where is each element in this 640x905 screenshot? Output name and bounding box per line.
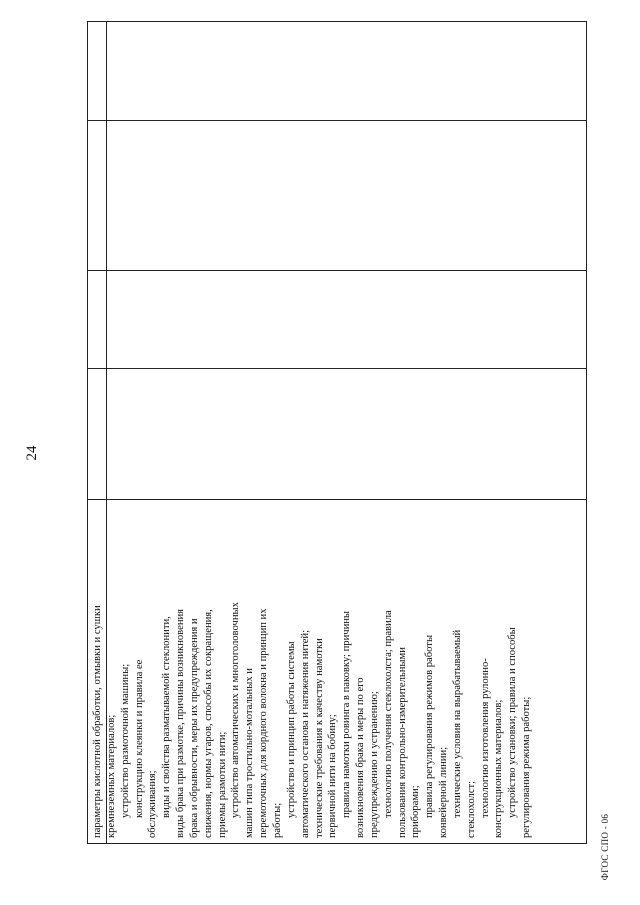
content-line: устройство размоточной машины; (119, 663, 131, 818)
content-line: виды и свойства разматываемой стеклонити, (161, 616, 173, 818)
content-line: правила регулирования режимов работы (424, 634, 436, 818)
content-line: пользования контрольно-измерительными (396, 647, 408, 838)
competency-text-block (91, 502, 585, 842)
content-line: приемы размотки нити; (216, 731, 228, 838)
content-line: параметры кислотной обработки, отмывки и сушки (92, 605, 103, 838)
content-line: регулирования режима работы; (521, 696, 533, 838)
page-number: 24 (24, 445, 40, 461)
content-line: перемоточных для кордного волокна и принцип их (258, 608, 270, 838)
content-line: брака и обрывности, меры их предупреждения и (188, 618, 200, 838)
content-line: конвейерной линии; (438, 746, 450, 838)
table-row-divider (88, 270, 586, 271)
content-line: устройство установки; правила и способы (507, 627, 519, 818)
content-line: машин типа тростильно-мотальных и (244, 668, 256, 838)
footer-document-code: ФГОС СПО - 06 (600, 813, 610, 881)
content-line: технические требования к качеству намотки (313, 638, 325, 838)
content-line: первичной нити на бобину; (327, 714, 339, 838)
content-line: конструкционных материалов; (493, 699, 505, 838)
content-line: виды брака при размотке, причины возникновения (175, 608, 187, 838)
content-line: возникновения брака и меры по его (355, 677, 367, 838)
content-line: обслуживания; (147, 770, 159, 838)
content-line: технические условия на вырабатываемый (451, 629, 463, 818)
content-line: приборами; (410, 785, 422, 838)
content-line: автоматического останова и натяжения нитей; (299, 629, 311, 838)
content-line: устройство и принцип работы системы (285, 641, 297, 818)
content-line: стеклохолст; (465, 780, 477, 838)
content-line: снижения, нормы угаров, способы их сокращения, (202, 609, 214, 838)
content-line: конструкцию клеянки и правила ее (133, 659, 145, 818)
standards-table (87, 21, 587, 844)
content-line: технологию получения стеклохолста; правила (382, 610, 394, 818)
content-line: устройство автоматических и многоголовочных (230, 602, 242, 818)
competency-content-cell (88, 499, 588, 845)
content-line: правила намотки ровинга в паковку; причины (341, 610, 353, 818)
content-line: кремнеземных материалов; (105, 714, 117, 838)
table-row-divider (88, 368, 586, 369)
table-row-divider (88, 120, 586, 121)
content-line: технологию изготовления рулонно- (479, 658, 491, 818)
content-line: предупреждению и устранению; (368, 691, 380, 838)
content-line: работы; (271, 802, 283, 838)
